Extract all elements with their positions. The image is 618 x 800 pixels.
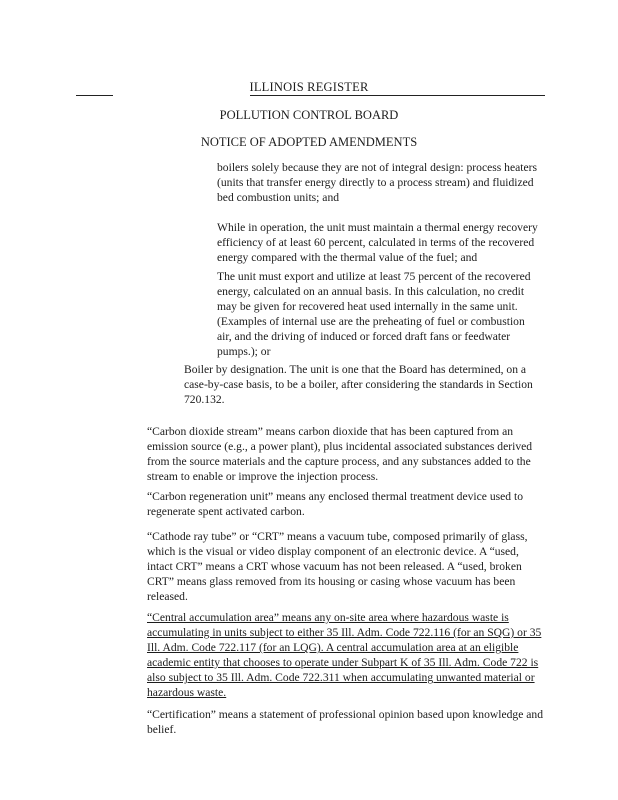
register-title: ILLINOIS REGISTER (249, 80, 369, 94)
paragraph-boilers-design: boilers solely because they are not of integral design: process heaters (units that transfer energy directly to a process stream) and fluidized bed combustion units; and (217, 161, 538, 205)
definition-carbon-dioxide-stream: “Carbon dioxide stream” means carbon dioxide that has been captured from an emission source (e.g., a power plant), plus incidental associated substances derived from the source materials and the capture process, and any substances added to the stream to enable or improve the injection process. (147, 425, 533, 484)
notice-title: NOTICE OF ADOPTED AMENDMENTS (200, 135, 418, 149)
definition-central-accumulation-area: “Central accumulation area” means any on-site area where hazardous waste is accumulating in units subject to either 35 Ill. Adm. Code 722.116 (for an SQG) or 35 Ill. Adm. Code 722.117 (for an LQG). A central accumulation area at an eligible academic entity that chooses to operate under Subpart K of 35 Ill. Adm. Code 722 is also subject to 35 Ill. Adm. Code 722.311 when accumulating unwanted material or hazardous waste. (147, 611, 542, 700)
header-rule-middle (250, 95, 480, 96)
definition-certification: “Certification” means a statement of professional opinion based upon knowledge and belief. (147, 708, 544, 737)
paragraph-export-energy: The unit must export and utilize at least 75 percent of the recovered energy, calculated on an annual basis. In this calculation, no credit may be given for recovered heat used internally in the same unit. (Examples of internal use are the preheating of fuel or combustion air, and the driving of induced or forced draft fans or feedwater pumps.); or (217, 270, 531, 359)
paragraph-thermal-efficiency: While in operation, the unit must maintain a thermal energy recovery efficiency of at least 60 percent, calculated in terms of the recovered energy compared with the thermal value of the fuel; and (217, 221, 538, 265)
definition-carbon-regeneration-unit: “Carbon regeneration unit” means any enclosed thermal treatment device used to regenerate spent activated carbon. (147, 490, 524, 519)
header-rule-right (480, 95, 545, 96)
definition-cathode-ray-tube: “Cathode ray tube” or “CRT” means a vacuum tube, composed primarily of glass, which is the visual or video display component of an electronic device. A “used, intact CRT” means a CRT whose vacuum has not been released. A “used, broken CRT” means glass removed from its housing or casing whose vacuum has been released. (147, 530, 528, 604)
board-title: POLLUTION CONTROL BOARD (219, 108, 399, 122)
header-rule-left (76, 95, 113, 96)
paragraph-boiler-designation: Boiler by designation. The unit is one that the Board has determined, on a case-by-case basis, to be a boiler, after considering the standards in Section 720.132. (184, 363, 533, 407)
